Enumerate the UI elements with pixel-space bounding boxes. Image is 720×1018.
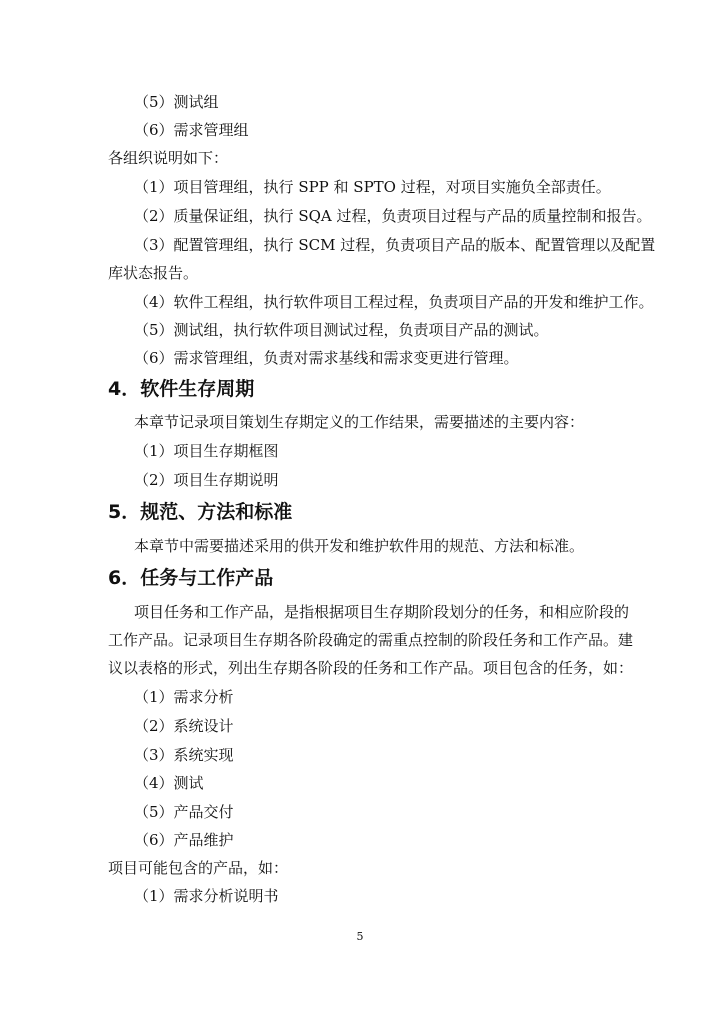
paragraph-line: 项目任务和工作产品，是指根据项目生存期阶段划分的任务，和相应阶段的 [134, 603, 630, 621]
list-item: （3）系统实现 [134, 746, 234, 764]
section-heading-6: 6．任务与工作产品 [108, 567, 274, 589]
paragraph-line: 议以表格的形式，列出生存期各阶段的任务和工作产品。项目包含的任务，如： [108, 659, 634, 677]
list-item: （2）质量保证组，执行 SQA 过程，负责项目过程与产品的质量控制和报告。 [134, 207, 652, 225]
list-item: （6）需求管理组 [134, 121, 249, 139]
list-item: （1）需求分析说明书 [134, 887, 279, 905]
paragraph: 本章节记录项目策划生存期定义的工作结果，需要描述的主要内容： [134, 413, 585, 431]
list-item: （4）软件工程组，执行软件项目工程过程，负责项目产品的开发和维护工作。 [134, 293, 654, 311]
list-item: （6）需求管理组，负责对需求基线和需求变更进行管理。 [134, 349, 519, 367]
paragraph-line: 工作产品。记录项目生存期各阶段确定的需重点控制的阶段任务和工作产品。建 [108, 631, 634, 649]
list-item: （1）项目生存期框图 [134, 442, 279, 460]
list-item: （5）测试组，执行软件项目测试过程，负责项目产品的测试。 [134, 321, 549, 339]
paragraph: 项目可能包含的产品，如： [108, 859, 289, 877]
list-item: （2）系统设计 [134, 717, 234, 735]
list-item: （5）测试组 [134, 93, 219, 111]
list-item: （6）产品维护 [134, 831, 234, 849]
list-item: （1）需求分析 [134, 688, 234, 706]
list-item-continuation: 库状态报告。 [108, 264, 199, 282]
paragraph: 本章节中需要描述采用的供开发和维护软件用的规范、方法和标准。 [134, 537, 585, 555]
list-item: （3）配置管理组，执行 SCM 过程，负责项目产品的版本、配置管理以及配置 [134, 236, 656, 254]
list-item: （2）项目生存期说明 [134, 471, 279, 489]
page-number: 5 [356, 930, 364, 943]
list-item: （1）项目管理组，执行 SPP 和 SPTO 过程，对项目实施负全部责任。 [134, 178, 611, 196]
list-item: （4）测试 [134, 774, 204, 792]
list-item: （5）产品交付 [134, 803, 234, 821]
section-heading-4: 4．软件生存周期 [108, 378, 255, 400]
paragraph: 各组织说明如下： [108, 149, 229, 167]
section-heading-5: 5．规范、方法和标准 [108, 501, 293, 523]
